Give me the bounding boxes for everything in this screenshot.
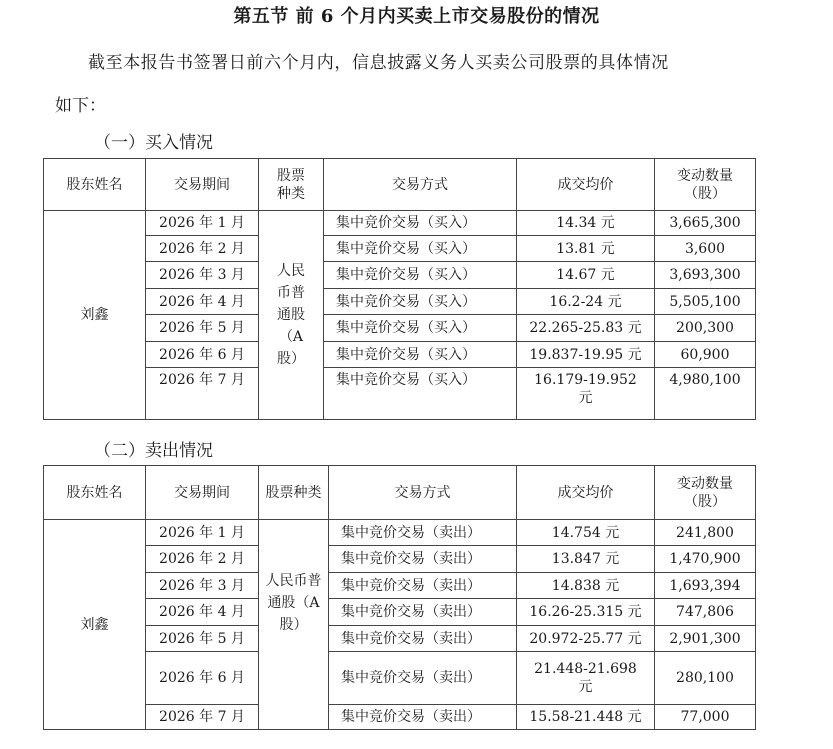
col-header-stock-type: 股票种类 — [259, 159, 324, 211]
period-cell: 2026 年 3 月 — [146, 262, 259, 289]
method-cell: 集中竞价交易（买入） — [324, 342, 517, 368]
col-header-stock-type: 股票种类 — [259, 466, 329, 520]
table-row — [44, 520, 756, 546]
qty-cell: 3,665,300 — [655, 211, 756, 236]
price-cell: 13.81 元 — [517, 236, 655, 262]
qty-cell: 3,600 — [655, 236, 756, 262]
period-cell: 2026 年 6 月 — [146, 342, 259, 368]
price-cell: 21.448-21.698 元 — [517, 652, 655, 705]
buy-table-header-row — [44, 159, 756, 211]
stock-type-cell: 人民币普通股（A股） — [259, 520, 329, 730]
table-row — [44, 236, 756, 262]
period-cell: 2026 年 2 月 — [146, 546, 259, 573]
price-cell: 14.838 元 — [517, 573, 655, 599]
table-row — [44, 599, 756, 626]
period-cell: 2026 年 7 月 — [146, 705, 259, 730]
col-header-qty: 变动数量（股） — [655, 466, 756, 520]
col-header-price: 成交均价 — [517, 159, 655, 211]
table-row — [44, 315, 756, 342]
buy-section-heading: （一）买入情况 — [94, 133, 213, 153]
period-cell: 2026 年 4 月 — [146, 599, 259, 626]
table-row — [44, 652, 756, 705]
method-cell: 集中竞价交易（卖出） — [329, 573, 517, 599]
price-cell: 22.265-25.83 元 — [517, 315, 655, 342]
price-cell: 19.837-19.95 元 — [517, 342, 655, 368]
method-cell: 集中竞价交易（买入） — [324, 368, 517, 420]
sell-table — [43, 465, 756, 730]
qty-cell: 200,300 — [655, 315, 756, 342]
price-cell: 14.754 元 — [517, 520, 655, 546]
qty-cell: 4,980,100 — [655, 368, 756, 420]
method-cell: 集中竞价交易（买入） — [324, 315, 517, 342]
table-row — [44, 626, 756, 652]
col-header-method: 交易方式 — [329, 466, 517, 520]
intro-paragraph-line2: 如下： — [55, 96, 106, 116]
method-cell: 集中竞价交易（买入） — [324, 236, 517, 262]
method-cell: 集中竞价交易（卖出） — [329, 626, 517, 652]
method-cell: 集中竞价交易（卖出） — [329, 520, 517, 546]
period-cell: 2026 年 7 月 — [146, 368, 259, 420]
period-cell: 2026 年 3 月 — [146, 573, 259, 599]
qty-cell: 1,693,394 — [655, 573, 756, 599]
period-cell: 2026 年 5 月 — [146, 315, 259, 342]
method-cell: 集中竞价交易（卖出） — [329, 705, 517, 730]
col-header-period: 交易期间 — [146, 466, 259, 520]
price-cell: 13.847 元 — [517, 546, 655, 573]
period-cell: 2026 年 6 月 — [146, 652, 259, 705]
qty-cell: 747,806 — [655, 599, 756, 626]
qty-cell: 77,000 — [655, 705, 756, 730]
table-row — [44, 262, 756, 289]
method-cell: 集中竞价交易（卖出） — [329, 546, 517, 573]
period-cell: 2026 年 5 月 — [146, 626, 259, 652]
table-row — [44, 368, 756, 420]
sell-table-header-row — [44, 466, 756, 520]
intro-paragraph-line1: 截至本报告书签署日前六个月内，信息披露义务人买卖公司股票的具体情况 — [88, 53, 669, 73]
method-cell: 集中竞价交易（买入） — [324, 211, 517, 236]
col-header-holder: 股东姓名 — [44, 466, 146, 520]
period-cell: 2026 年 2 月 — [146, 236, 259, 262]
price-cell: 16.26-25.315 元 — [517, 599, 655, 626]
method-cell: 集中竞价交易（买入） — [324, 289, 517, 315]
price-cell: 20.972-25.77 元 — [517, 626, 655, 652]
table-row — [44, 289, 756, 315]
table-row — [44, 342, 756, 368]
qty-cell: 5,505,100 — [655, 289, 756, 315]
period-cell: 2026 年 1 月 — [146, 520, 259, 546]
section-title: 第五节 前 6 个月内买卖上市交易股份的情况 — [233, 6, 600, 27]
period-cell: 2026 年 4 月 — [146, 289, 259, 315]
method-cell: 集中竞价交易（卖出） — [329, 652, 517, 705]
sell-section-heading: （二）卖出情况 — [94, 441, 213, 461]
price-cell: 15.58-21.448 元 — [517, 705, 655, 730]
price-cell: 14.67 元 — [517, 262, 655, 289]
period-cell: 2026 年 1 月 — [146, 211, 259, 236]
method-cell: 集中竞价交易（买入） — [324, 262, 517, 289]
buy-table — [43, 158, 756, 420]
qty-cell: 3,693,300 — [655, 262, 756, 289]
price-cell: 16.2-24 元 — [517, 289, 655, 315]
holder-name-cell: 刘鑫 — [44, 520, 146, 730]
qty-cell: 280,100 — [655, 652, 756, 705]
holder-name-cell: 刘鑫 — [44, 211, 146, 420]
qty-cell: 1,470,900 — [655, 546, 756, 573]
table-row — [44, 546, 756, 573]
table-row — [44, 705, 756, 730]
method-cell: 集中竞价交易（卖出） — [329, 599, 517, 626]
col-header-period: 交易期间 — [146, 159, 259, 211]
qty-cell: 241,800 — [655, 520, 756, 546]
stock-type-cell: 人民币普通股（A股） — [259, 211, 324, 420]
qty-cell: 2,901,300 — [655, 626, 756, 652]
price-cell: 16.179-19.952 元 — [517, 368, 655, 420]
price-cell: 14.34 元 — [517, 211, 655, 236]
qty-cell: 60,900 — [655, 342, 756, 368]
col-header-holder: 股东姓名 — [44, 159, 146, 211]
table-row — [44, 211, 756, 236]
col-header-price: 成交均价 — [517, 466, 655, 520]
table-row — [44, 573, 756, 599]
col-header-method: 交易方式 — [324, 159, 517, 211]
col-header-qty: 变动数量（股） — [655, 159, 756, 211]
